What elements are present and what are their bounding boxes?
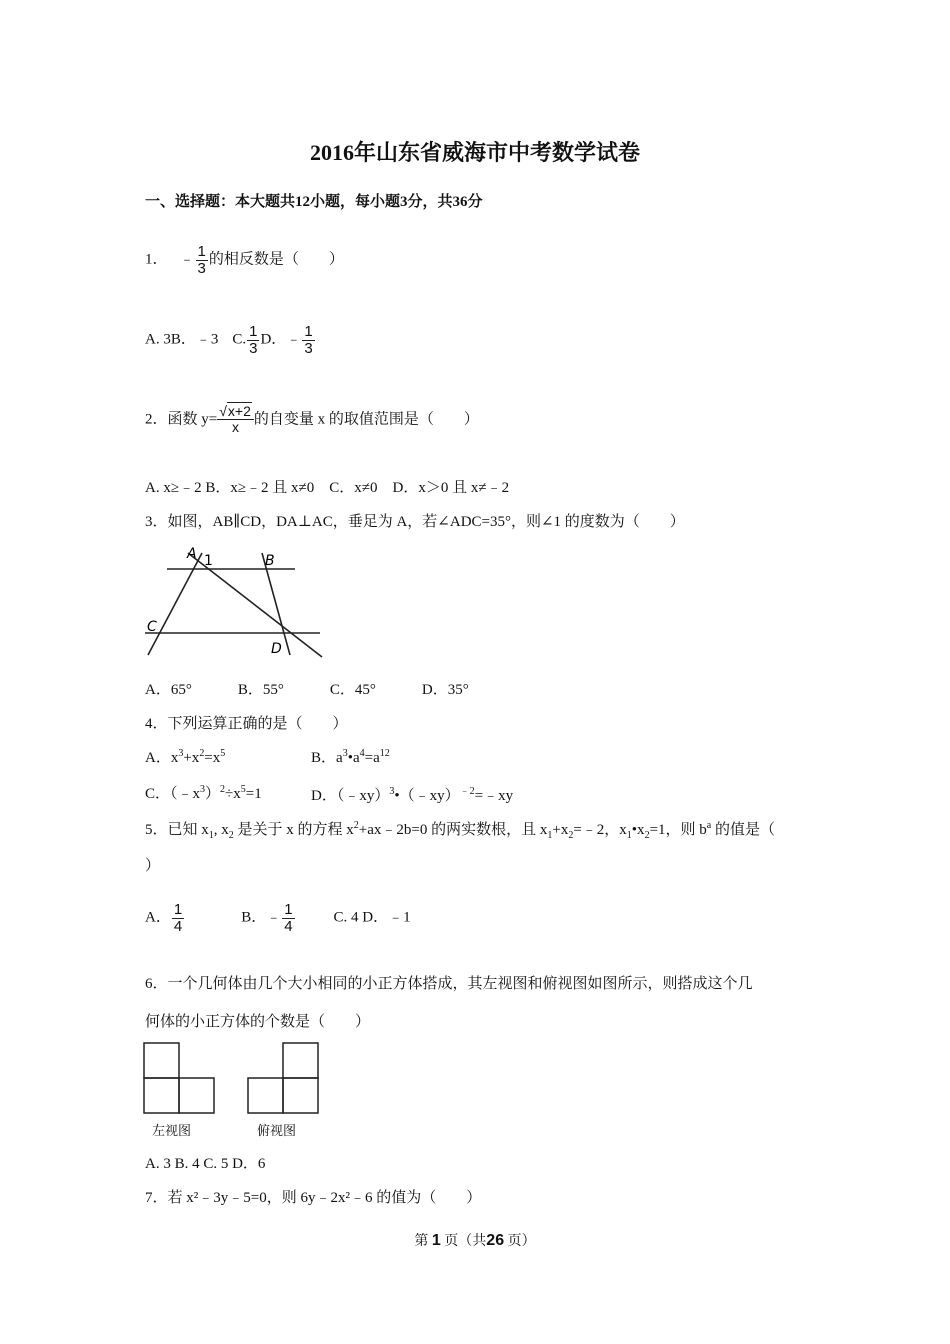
question-4-option-d: D．（﹣xy）$^3$•（﹣xy）$^{﹣2}$=﹣xy	[311, 786, 514, 804]
top-view-label: 俯视图	[257, 1124, 297, 1139]
question-4-option-a: A．$x^3+x^2=x^5$	[145, 748, 226, 766]
label-b: B	[265, 553, 275, 569]
question-2-options: A. x≥﹣2 B．x≥﹣2 且 x≠0 C．x≠0 D．x＞0 且 x≠﹣2	[145, 480, 510, 496]
left-view-label: 左视图	[152, 1124, 192, 1139]
question-5-stem-wrap: ）	[145, 858, 161, 874]
fraction: $\frac{1}{3}$	[249, 323, 258, 357]
section-heading: 一、选择题：本大题共12小题，每小题3分，共36分	[145, 194, 483, 210]
label-a: A	[187, 546, 197, 562]
page-footer: 第 1 页（共26 页）	[414, 1232, 536, 1249]
question-1-options: A. 3B．﹣3 C. $\frac{1}{3}$ D．﹣ $\frac{1}{3}$	[145, 323, 313, 357]
label-1: 1	[204, 553, 213, 569]
left-view-figure	[143, 1042, 215, 1117]
page-number: 1	[431, 1232, 441, 1249]
fraction: $\frac{1}{4}$	[284, 901, 293, 935]
question-1-stem: 1． ﹣ $\frac{1}{3}$ 的相反数是（ ）	[145, 243, 344, 277]
question-3-stem: 3．如图，AB∥CD，DA⊥AC，垂足为 A，若∠ADC=35°，则∠1 的度数为（ ）	[145, 514, 685, 530]
question-5-stem: 5．已知 $x_1$, $x_2$ 是关于 x 的方程 $x^2+ax﹣2b=0$ 的两实数根，且 $x_1+x_2=﹣2$，$x_1•x_2=1$，则 $b^a$ 的值是（	[145, 820, 775, 841]
top-view-figure	[246, 1042, 320, 1117]
question-7-stem: 7．若 x²﹣3y﹣5=0，则 6y﹣2x²﹣6 的值为（ ）	[145, 1190, 482, 1206]
question-5-options: A． $\frac{1}{4}$ B．﹣ $\frac{1}{4}$ C. 4 D．﹣1	[145, 901, 411, 935]
fraction: $\frac{1}{4}$	[173, 901, 183, 935]
label-c: C	[147, 619, 157, 635]
question-6-stem-line-2: 何体的小正方体的个数是（ ）	[145, 1014, 371, 1030]
question-3-options: A．65° B．55° C．45° D．35°	[145, 682, 469, 698]
sqrt-fraction: $\frac{√x+2}{x}$	[217, 404, 254, 436]
question-4-option-b: B．$a^3•a^4=a^{12}$	[311, 748, 390, 766]
fraction: $\frac{1}{3}$	[304, 323, 313, 357]
question-6-stem-line-1: 6．一个几何体由几个大小相同的小正方体搭成，其左视图和俯视图如图所示，则搭成这个几	[145, 976, 753, 992]
question-6-options: A. 3 B. 4 C. 5 D．6	[145, 1156, 266, 1172]
question-4-stem: 4．下列运算正确的是（ ）	[145, 716, 348, 732]
question-4-option-c: C．$(﹣x^3)^2\div x^5=1$	[145, 784, 262, 802]
page-title: 2016年山东省威海市中考数学试卷	[309, 140, 640, 165]
question-2-stem: 2．函数 y= $\frac{√x+2}{x}$的自变量 x 的取值范围是（ ）	[145, 403, 479, 436]
fraction: $\frac{1}{3}$	[197, 243, 206, 277]
label-d: D	[271, 641, 282, 657]
page-total: 26	[486, 1232, 505, 1249]
question-3-figure	[140, 545, 330, 665]
